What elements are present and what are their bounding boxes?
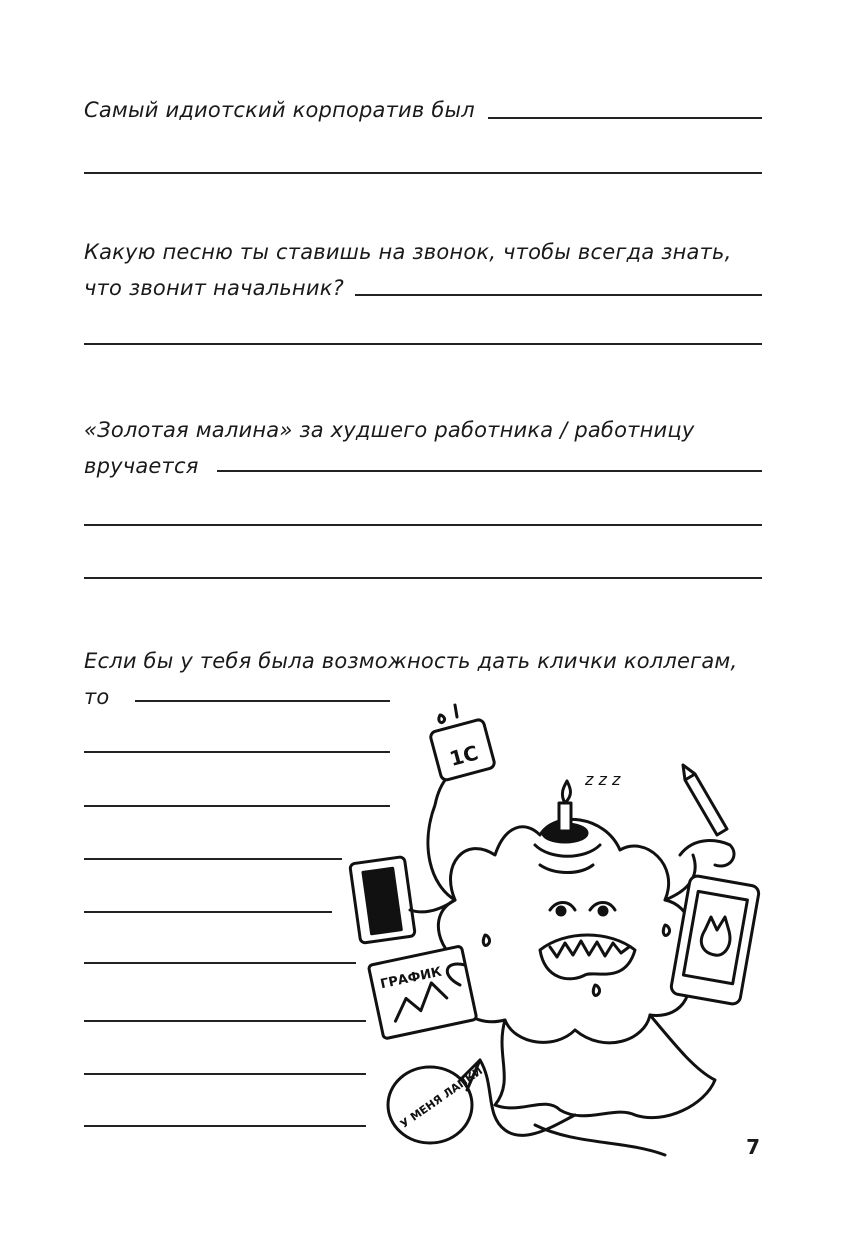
snore-text: z z z	[585, 770, 621, 789]
question-1-text: Самый идиотский корпоратив был	[84, 98, 475, 122]
stressed-monster-illustration	[345, 685, 785, 1165]
question-3-text-line-2: вручается	[84, 454, 199, 478]
mug-icon	[429, 719, 495, 782]
answer-line[interactable]	[84, 911, 332, 913]
answer-line[interactable]	[84, 858, 342, 860]
page-number: 7	[746, 1135, 760, 1159]
speech-bubble-text: У МЕНЯ ЛАПКИ	[397, 1064, 486, 1131]
answer-line[interactable]	[84, 577, 762, 579]
pencil-icon	[683, 765, 727, 835]
folder-icon	[368, 946, 477, 1039]
question-4-text-line-2: то	[84, 685, 110, 709]
question-2-text-line-2: что звонит начальник?	[84, 276, 344, 300]
answer-line[interactable]	[84, 343, 762, 345]
answer-line[interactable]	[355, 294, 762, 296]
answer-line[interactable]	[217, 470, 762, 472]
mug-label: 1С	[446, 740, 481, 772]
speech-bubble	[388, 1060, 485, 1143]
answer-line[interactable]	[84, 1073, 366, 1075]
question-4-text-line-1: Если бы у тебя была возможность дать клички коллегам,	[84, 649, 738, 673]
answer-line[interactable]	[84, 524, 762, 526]
answer-line[interactable]	[84, 1125, 366, 1127]
monster-body	[438, 819, 692, 1042]
answer-line[interactable]	[84, 172, 762, 174]
answer-line[interactable]	[84, 962, 356, 964]
folder-label: ГРАФИК	[379, 964, 444, 993]
question-2-text-line-1: Какую песню ты ставишь на звонок, чтобы всегда знать,	[84, 240, 732, 264]
question-3-text-line-1: «Золотая малина» за худшего работника / работницу	[84, 418, 695, 442]
answer-line[interactable]	[84, 1020, 366, 1022]
answer-line[interactable]	[488, 117, 762, 119]
monster-melt	[495, 1015, 715, 1118]
